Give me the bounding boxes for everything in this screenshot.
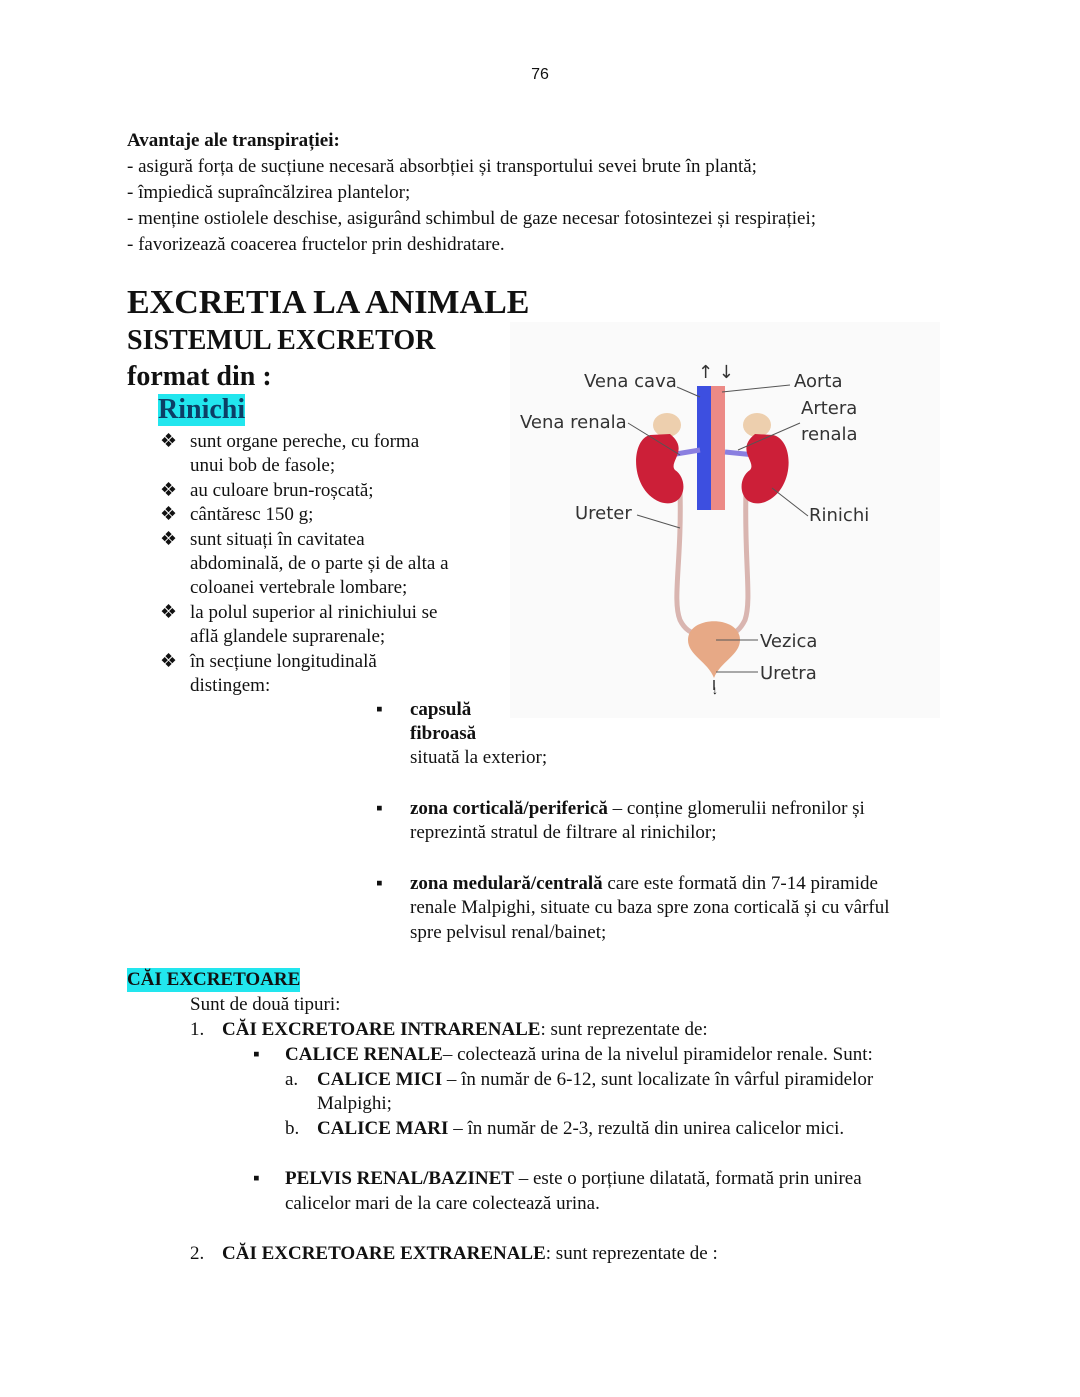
zone-capsule-text: situată la exterior; [410, 747, 548, 768]
pelvis-cont: calicelor mari de la care colectează urina. [285, 1193, 600, 1214]
diamond-bullet-icon: ❖ [160, 504, 178, 526]
zone-cortical-cont: reprezintă stratul de filtrare al rinichilor; [410, 822, 717, 843]
kidney-bullet-text: cântăresc 150 g; [190, 504, 314, 526]
kidney-bullet-text: află glandele suprarenale; [190, 626, 386, 648]
kidney-bullet-text: la polul superior al rinichiului se [190, 601, 438, 623]
list-number: 2. [190, 1243, 205, 1264]
square-bullet-icon: ▪ [253, 1044, 260, 1065]
zone-medulla-cont: spre pelvisul renal/bainet; [410, 922, 607, 943]
list-item: - asigură forța de sucțiune necesară absorbției și transportului sevei brute în plantă; [127, 156, 757, 177]
label-ureter: Ureter [575, 503, 632, 524]
diamond-bullet-icon: ❖ [160, 601, 178, 623]
diamond-bullet-icon: ❖ [160, 479, 178, 501]
diamond-bullet-icon: ❖ [160, 650, 178, 672]
kidney-bullet-text: în secțiune longitudinală [190, 650, 377, 672]
excretory-heading: CĂI EXCRETOARE [127, 969, 301, 990]
zone-capsule-bold: capsulă [410, 699, 472, 720]
zone-capsule-bold: fibroasă [410, 723, 477, 744]
kidney-bullet-text: sunt situați în cavitatea [190, 528, 365, 550]
zone-medulla: zona medulară/centrală care este formată din 7-14 piramide [410, 873, 878, 894]
diamond-bullet-icon: ❖ [160, 528, 178, 550]
list-number: 1. [190, 1019, 205, 1040]
label-renala: renala [801, 424, 858, 445]
extrarenal-item: CĂI EXCRETOARE EXTRARENALE: sunt reprezentate de : [222, 1243, 718, 1264]
kidney-bullet-text: sunt organe pereche, cu forma [190, 431, 420, 452]
calice-mici-item: CALICE MICI – în număr de 6-12, sunt localizate în vârful piramidelor [317, 1069, 874, 1090]
excretory-intro: Sunt de două tipuri: [190, 994, 341, 1015]
arrow-down-icon: ↓ [712, 683, 718, 697]
square-bullet-icon: ▪ [376, 873, 383, 894]
calice-mari-item: CALICE MARI – în număr de 2-3, rezultă din unirea calicelor mici. [317, 1118, 845, 1139]
label-uretra: Uretra [760, 663, 817, 684]
adrenal-gland-left [653, 413, 681, 437]
kidney-bullet-text: coloanei vertebrale lombare; [190, 577, 408, 599]
transpiration-heading: Avantaje ale transpirației: [127, 130, 340, 151]
diamond-bullet-icon: ❖ [160, 431, 178, 452]
label-artera: Artera [801, 398, 858, 419]
zone-medulla-cont: renale Malpighi, situate cu baza spre zona corticală și cu vârful [410, 897, 890, 918]
adrenal-gland-right [743, 413, 771, 437]
page-number: 76 [531, 66, 549, 83]
section-subtitle: SISTEMUL EXCRETOR [127, 325, 436, 356]
list-item: - împiedică supraîncălzirea plantelor; [127, 182, 411, 203]
page-title: EXCRETIA LA ANIMALE [127, 284, 530, 321]
kidney-bullet-text: unui bob de fasole; [190, 455, 336, 477]
label-vena-renala: Vena renala [520, 412, 627, 433]
list-item: - menține ostiolele deschise, asigurând schimbul de gaze necesar fotosintezei și respirației; [127, 208, 817, 229]
label-vezica: Vezica [760, 631, 818, 652]
calice-mici-cont: Malpighi; [317, 1093, 392, 1114]
label-vena-cava: Vena cava [584, 371, 677, 392]
arrows-icon: ↑ ↓ [698, 362, 734, 383]
intrarenal-item: CĂI EXCRETOARE INTRARENALE: sunt reprezentate de: [222, 1019, 708, 1040]
pelvis-item: PELVIS RENAL/BAZINET – este o porțiune dilatată, formată prin unirea [285, 1168, 862, 1189]
kidney-bullet-text: au culoare brun-roșcată; [190, 479, 374, 501]
calice-item: CALICE RENALE– colectează urina de la nivelul piramidelor renale. Sunt: [285, 1044, 873, 1065]
label-aorta: Aorta [794, 371, 843, 392]
label-rinichi: Rinichi [809, 505, 870, 526]
kidney-heading: Rinichi [158, 394, 246, 425]
zone-cortical: zona corticală/periferică – conține glomerulii nefronilor și [410, 798, 865, 819]
square-bullet-icon: ▪ [253, 1168, 260, 1189]
kidney-bullet-text: distingem: [190, 675, 271, 696]
format-heading: format din : [127, 361, 272, 392]
square-bullet-icon: ▪ [376, 699, 383, 720]
list-item: - favorizează coacerea fructelor prin deshidratare. [127, 234, 505, 255]
list-letter: b. [285, 1118, 300, 1139]
square-bullet-icon: ▪ [376, 798, 383, 819]
list-letter: a. [285, 1069, 299, 1090]
kidney-bullet-text: abdominală, de o parte și de alta a [190, 553, 449, 574]
aorta [711, 386, 725, 510]
